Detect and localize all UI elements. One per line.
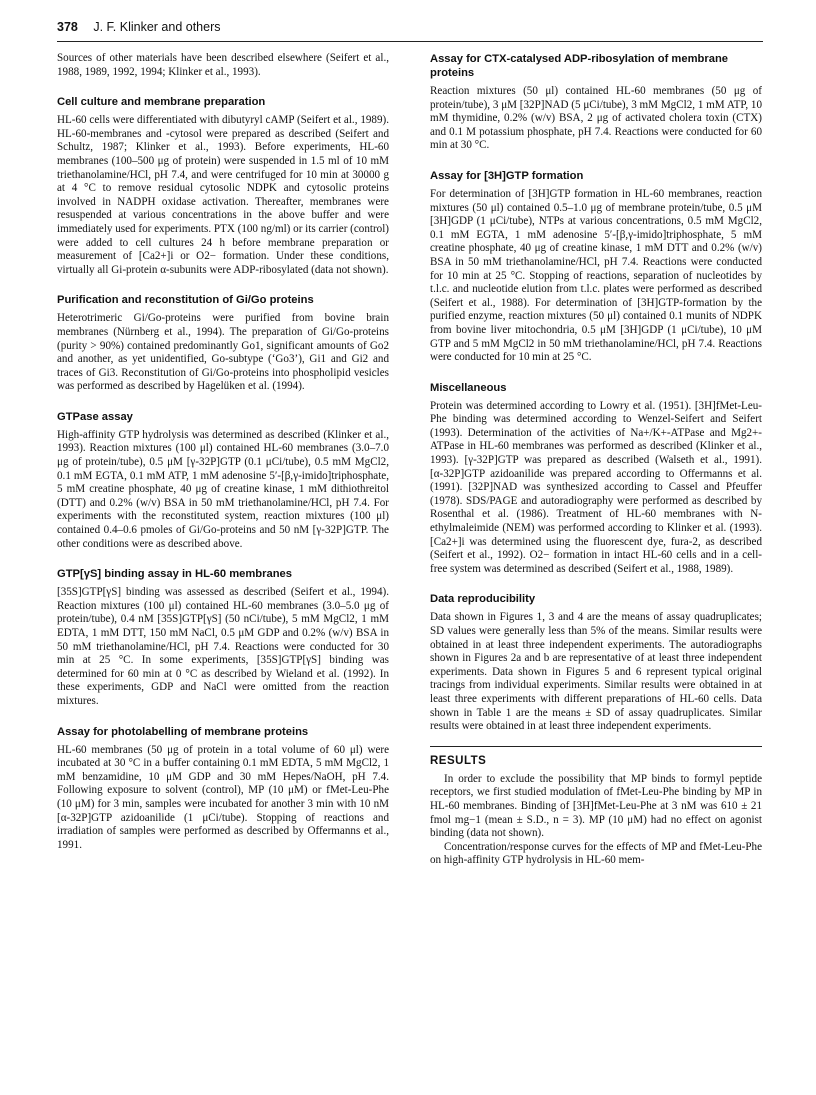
paragraph-cell-culture: HL-60 cells were differentiated with dibutyryl cAMP (Seifert et al., 1989). HL-60-membranes and -cytosol were prepared as described (Seifert and Schultz, 1987; Klinker et al., 1993). Before experiments, HL-60 membranes (100–500 μg of protein) were suspended in 1.5 ml of 10 mM triethanolamine/HCl, pH 7.4, and were centrifuged for 10 min at 30000 g at 4 °C to remove residual cytosolic NDPK and cytosolic proteins involved in NADPH oxidase activation. Thereafter, membranes were resuspended at various concentrations in the above buffer and were immediately used for experiments. PTX (100 ng/ml) or its carrier (control) were added to cell cultures 24 h before membrane preparation or measurement of [Ca2+]i or O2− formation. Under these conditions, virtually all Gi-protein α-subunits were ADP-ribosylated (data not shown). (57, 114, 389, 276)
header-rule (57, 41, 763, 42)
paragraph-results-1: In order to exclude the possibility that MP binds to formyl peptide receptors, we first studied modulation of fMet-Leu-Phe binding by MP in HL-60 membranes. Binding of [3H]fMet-Leu-Phe at 3 nM was 610 ± 21 fmol mg−1 (mean ± S.D., n = 3). MP (10 μM) had no effect on agonist binding (data not shown). (430, 772, 762, 840)
heading-data-reproducibility: Data reproducibility (430, 593, 536, 606)
left-column (57, 52, 389, 852)
heading-gtpase-assay: GTPase assay (57, 410, 133, 423)
heading-results: RESULTS (430, 754, 487, 767)
heading-photolabelling: Assay for photolabelling of membrane proteins (57, 725, 309, 738)
paragraph-results-2: Concentration/response curves for the effects of MP and fMet-Leu-Phe on high-affinity GTP hydrolysis in HL-60 mem- (430, 840, 762, 867)
paragraph-purification: Heterotrimeric Gi/Go-proteins were purified from bovine brain membranes (Nürnberg et al., 1994). The preparation of Gi/Go-proteins (purity > 90%) contained predominantly Go1, significant amounts of Go2 and another, as yet unidentified, Go-subtype (‘Go3’), Gi1 and Gi2 and traces of Gi3. Reconstitution of Gi/Go-proteins into phospholipid vesicles was performed as described by Hagelüken et al. (1994). (57, 312, 389, 393)
heading-miscellaneous: Miscellaneous (430, 381, 507, 394)
paragraph-ctx-assay: Reaction mixtures (50 μl) contained HL-60 membranes (50 μg of protein/tube), 3 μM [32P]NAD (5 μCi/tube), 3 mM MgCl2, 1 mM ATP, 10 mM thymidine, 0.2% (w/v) BSA, 2 μg of activated cholera toxin (CTX) and 0.1 M potassium phosphate, pH 7.4. Reactions were conducted for 60 min at 30 °C. (430, 85, 762, 152)
heading-gtpgs-binding: GTP[γS] binding assay in HL-60 membranes (57, 568, 292, 581)
paragraph-gtpgs-binding: [35S]GTP[γS] binding was assessed as described (Seifert et al., 1994). Reaction mixtures (100 μl) contained HL-60 membranes (3.0–5.0 μg of protein/tube), 0.4 nM [35S]GTP[γS] (50 nCi/tube), 5 mM MgCl2, 1 mM EDTA, 1 mM DTT, 150 mM NaCl, 0.5 μM GDP and 0.2% (w/v) BSA in 50 mM triethanolamine/HCl, pH 7.4. Reactions were conducted for 30 min at 25 °C. In some experiments, [35S]GTP[γS] binding was determined for 60 min at 0 °C as described by Wieland et al. (1992). In these experiments, GDP and NaCl were omitted from the reaction mixtures. (57, 586, 389, 707)
heading-gtp-formation: Assay for [3H]GTP formation (430, 169, 584, 182)
heading-purification: Purification and reconstitution of Gi/Go proteins (57, 294, 314, 307)
results-rule (430, 746, 762, 747)
right-column (430, 52, 762, 868)
page-number: 378 (57, 20, 78, 34)
running-header (57, 20, 221, 34)
paragraph-gtpase-assay: High-affinity GTP hydrolysis was determined as described (Klinker et al., 1993). Reaction mixtures (100 μl) contained HL-60 membranes (3.0–7.0 μg of protein/tube), 0.5 μM [γ-32P]GTP (0.1 μCi/tube), 0.5 mM MgCl2, 0.1 mM EGTA, 0.1 mM ATP, 1 mM adenosine 5′-[β,γ-imido]triphosphate, 5 mM creatine phosphate, 40 μg of creatine kinase, 1 mM dithiothreitol (DTT) and 0.2% (w/v) BSA in 50 mM triethanolamine/HCl, pH 7.4. For experiments with the reconstituted system, reaction mixtures (100 μl) contained 0.4–0.6 pmoles of Gi/Go-proteins and 50 nM [γ-32P]GTP. The other conditions were as described above. (57, 428, 389, 550)
paragraph-data-reproducibility: Data shown in Figures 1, 3 and 4 are the means of assay quadruplicates; SD values were generally less than 5% of the means. Similar results were obtained in at least three independent experiments. The autoradiographs shown in Figures 2a and b are representative of at least three independent experiments. Data shown in Figures 5 and 6 represent typical original tracings from individual experiments. Similar results were obtained in at least three experiments with different preparations of HL-60 cells. Data shown in Table 1 are the means ± SD of assay quadruplicates. Similar results were obtained in at least three independent experiments. (430, 611, 762, 733)
running-title: J. F. Klinker and others (93, 20, 221, 34)
paragraph-gtp-formation: For determination of [3H]GTP formation in HL-60 membranes, reaction mixtures (50 μl) contained 0.5–1.0 μg of membrane protein/tube, 0.5 μM [3H]GDP (1 μCi/tube), NTPs at various concentrations, 0.5 mM MgCl2, 0.1 mM EGTA, 1 mM adenosine 5′-[β,γ-imido]triphosphate, 5 mM creatine phosphate, 40 μg of creatine kinase, 1 mM DTT and 0.2% (w/v) BSA in 50 mM triethanolamine/HCl, pH 7.4. Reactions were conducted for 10 min at 25 °C. Stopping of reactions, separation of nucleotides by t.l.c. and nucleotide elution from t.l.c. plates were performed as described (Seifert et al., 1988). For determination of [3H]GTP-formation by the purified enzyme, reaction mixtures (50 μl) contained 0.1 munits of NDPK from bovine liver mitochondria, 0.5 μM [3H]GDP (1 μCi/tube), 10 μM GTP and 5 mM MgCl2 in 50 mM triethanolamine/HCl, pH 7.4. Reactions were conducted for 10 min at 25 °C. (430, 187, 762, 364)
intro-paragraph: Sources of other materials have been described elsewhere (Seifert et al., 1988, 1989, 1992, 1994; Klinker et al., 1993). (57, 52, 389, 78)
paragraph-miscellaneous: Protein was determined according to Lowry et al. (1951). [3H]fMet-Leu-Phe binding was determined according to Wenzel-Seifert and Seifert (1993). Determination of the activities of Na+/K+-ATPase and Mg2+-ATPase in HL-60 membranes was performed as described (Klinker et al., 1993). [γ-32P]GTP was prepared as described (Walseth et al., 1991). [α-32P]GTP azidoanilide was prepared according to Offermanns et al. (1991). [32P]NAD was synthesized according to Cassel and Pfeuffer (1978). SDS/PAGE and autoradiography were performed as described by Rosenthal et al. (1986). Treatment of HL-60 membranes with N-ethylmaleimide (NEM) was performed according to Klinker et al. (1993). [Ca2+]i was determined using the fluorescent dye, fura-2, as described (Seifert et al., 1992). O2− formation in intact HL-60 cells and in a cell-free system was determined as described (Seifert et al., 1988, 1989). (430, 399, 762, 575)
heading-ctx-assay: Assay for CTX-catalysed ADP-ribosylation of membrane proteins (430, 53, 728, 79)
paragraph-photolabelling: HL-60 membranes (50 μg of protein in a total volume of 60 μl) were incubated at 30 °C in a buffer containing 0.1 mM EDTA, 5 mM MgCl2, 1 mM benzamidine, 10 μM GDP and 30 mM Hepes/NaOH, pH 7.4. Following exposure to solvent (control), MP (10 μM) or fMet-Leu-Phe (10 μM) for 3 min, samples were incubated for another 3 min with 10 nM [α-32P]GTP azidoanilide (1 μCi/tube). Stopping of reactions and irradiation of samples were performed as described by Offermanns et al., 1991. (57, 743, 389, 851)
heading-cell-culture: Cell culture and membrane preparation (57, 96, 266, 109)
